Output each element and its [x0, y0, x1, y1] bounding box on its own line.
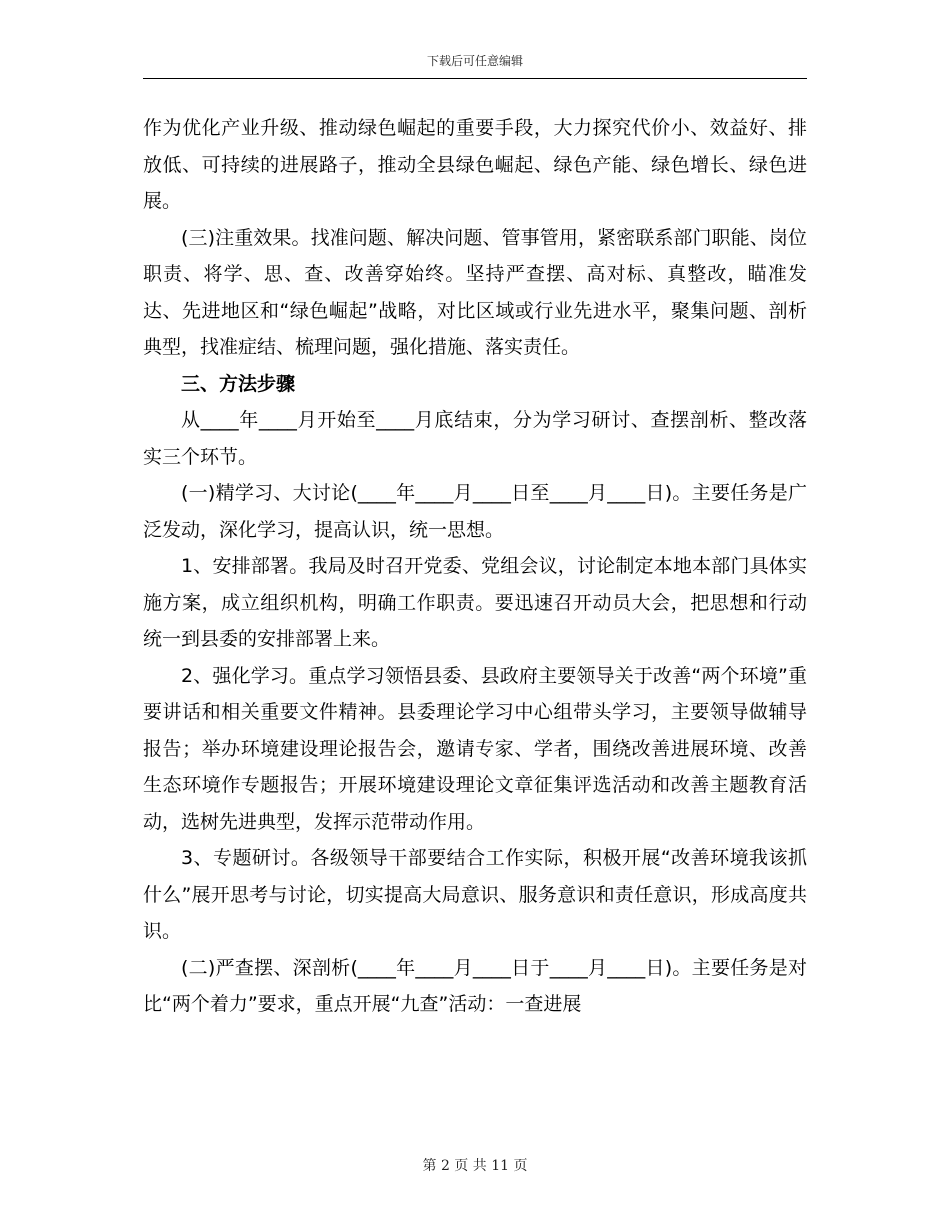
paragraph-step-two: (二)严查摆、深剖析(____年____月____日于____月____日)。主要任务是对比“两个着力”要求，重点开展“九查”活动：一查进展 [143, 956, 807, 1015]
page-header: 下载后可任意编辑 [426, 54, 523, 68]
paragraph-schedule: 从____年____月开始至____月底结束，分为学习研讨、查摆剖析、整改落实三个环节。 [143, 409, 807, 468]
section-heading-methods: 三、方法步骤 [181, 372, 296, 395]
paragraph-strengthen-study: 2、强化学习。重点学习领悟县委、县政府主要领导关于改善“两个环境”重要讲话和相关重要文件精神。县委理论学习中心组带头学习，主要领导做辅导报告；举办环境建设理论报告会，邀请专家、学者，围绕改善进展环境、改善生态环境作专题报告；开展环境建设理论文章征集评选活动和改善主题教育活动，选树先进典型，发挥示范带动作用。 [143, 664, 807, 833]
paragraph-step-one: (一)精学习、大讨论(____年____月____日至____月____日)。主要任务是广泛发动，深化学习，提高认识，统一思想。 [143, 482, 807, 541]
paragraph-topic-discussion: 3、专题研讨。各级领导干部要结合工作实际，积极开展“改善环境我该抓什么”展开思考与讨论，切实提高大局意识、服务意识和责任意识，形成高度共识。 [143, 847, 807, 942]
header-divider [143, 78, 807, 79]
paragraph-continuation: 作为优化产业升级、推动绿色崛起的重要手段，大力探究代价小、效益好、排放低、可持续的进展路子，推动全县绿色崛起、绿色产能、绿色增长、绿色进展。 [143, 117, 807, 212]
paragraph-arrangement: 1、安排部署。我局及时召开党委、党组会议，讨论制定本地本部门具体实施方案，成立组织机构，明确工作职责。要迅速召开动员大会，把思想和行动统一到县委的安排部署上来。 [143, 555, 807, 650]
document-body [143, 110, 807, 1023]
page-number: 第 2 页 共 11 页 [422, 1158, 528, 1174]
paragraph-focus-on-results: (三)注重效果。找准问题、解决问题、管事管用，紧密联系部门职能、岗位职责、将学、思、查、改善穿始终。坚持严查摆、高对标、真整改，瞄准发达、先进地区和“绿色崛起”战略，对比区域或行业先进水平，聚集问题、剖析典型，找准症结、梳理问题，强化措施、落实责任。 [143, 226, 807, 358]
